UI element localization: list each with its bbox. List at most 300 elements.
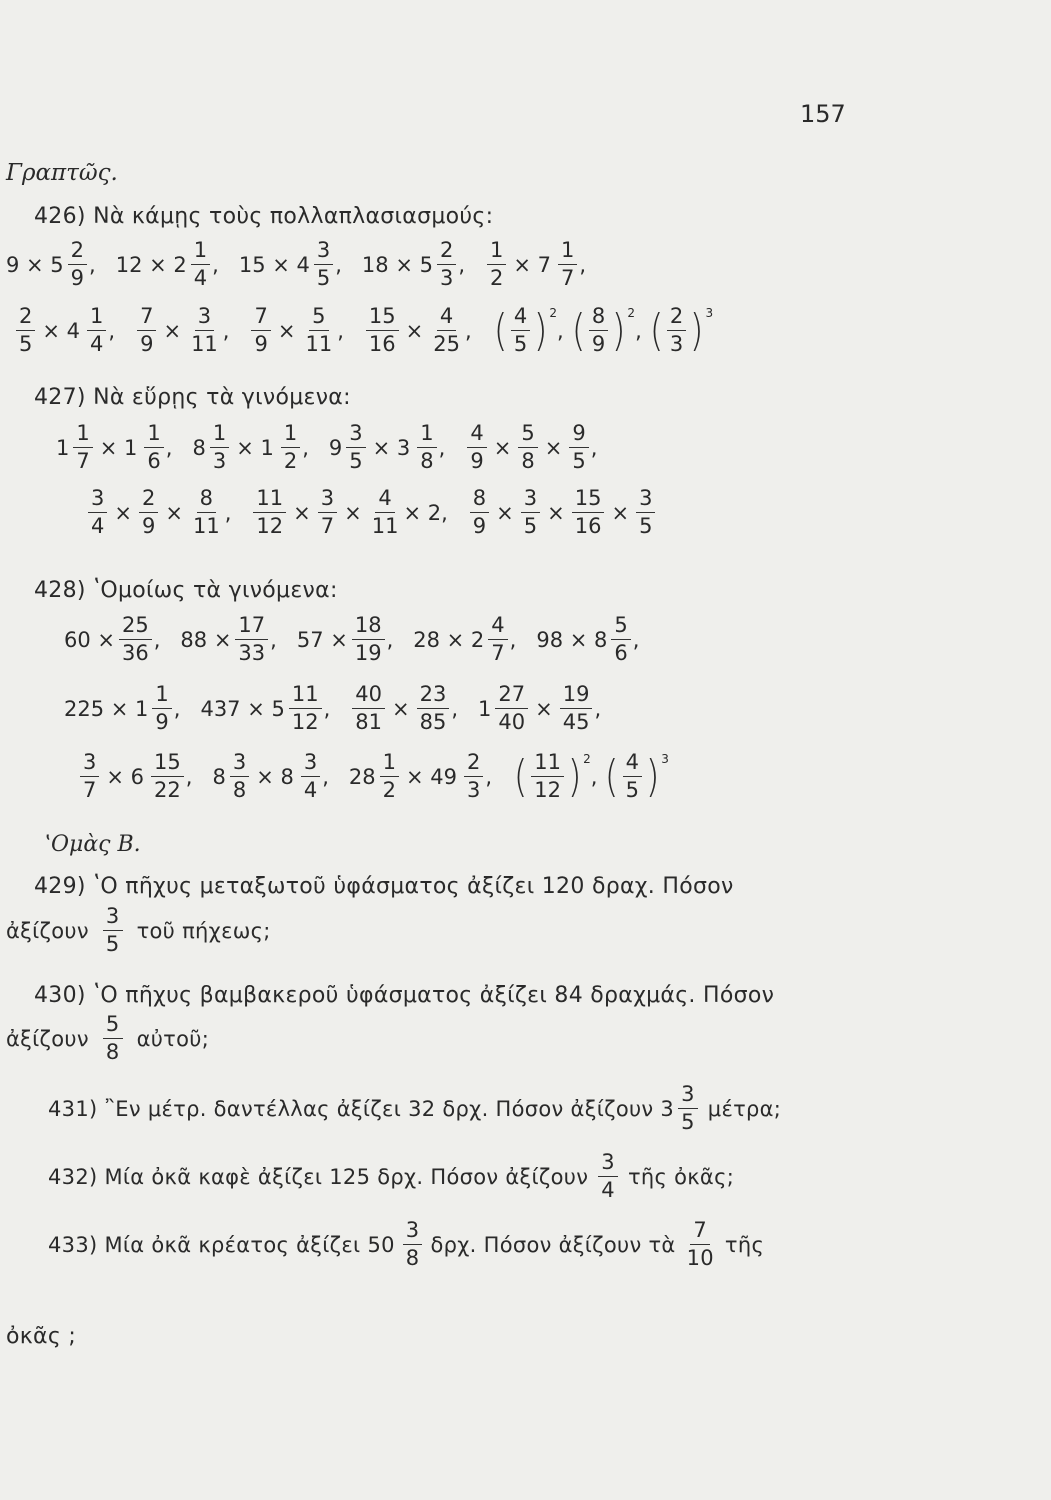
- numerator: 8: [470, 488, 489, 513]
- fraction: [598, 1152, 618, 1201]
- fraction: [251, 306, 270, 355]
- denominator: 3: [467, 778, 481, 802]
- denominator: 5: [625, 778, 640, 802]
- separator: ,: [590, 435, 598, 460]
- fraction: [430, 306, 463, 355]
- denominator: 5: [572, 449, 586, 473]
- denominator: 45: [562, 710, 590, 734]
- denominator: 9: [140, 332, 154, 356]
- fraction: [352, 684, 385, 733]
- separator: ,: [635, 318, 642, 343]
- exercise-432-post: τῆς ὀκᾶς;: [627, 1164, 735, 1189]
- exercise-433-post: τῆς: [724, 1232, 765, 1257]
- operator: ×: [611, 500, 630, 525]
- fraction: [531, 752, 564, 801]
- numerator: 3: [318, 488, 337, 513]
- fraction: [151, 752, 184, 801]
- separator: ,: [322, 764, 329, 789]
- separator: ,: [594, 696, 602, 721]
- numerator: 15: [366, 306, 399, 331]
- exercise-428-row-3: [78, 752, 675, 801]
- math-expression: [362, 240, 465, 289]
- operator: ×: [496, 500, 514, 525]
- fraction: [68, 240, 87, 289]
- whole-part: 225 × 1: [64, 696, 149, 721]
- numerator: 1: [380, 752, 399, 777]
- numerator: 5: [309, 306, 328, 331]
- numerator: 4: [488, 615, 507, 640]
- operator: ×: [293, 500, 311, 525]
- numerator: 27: [495, 684, 528, 709]
- fraction: [87, 306, 106, 355]
- numerator: 18: [352, 615, 385, 640]
- exponent: 2: [549, 305, 558, 320]
- numerator: 7: [251, 306, 270, 331]
- denominator: 8: [420, 449, 434, 473]
- math-expression: [349, 752, 492, 801]
- exercise-427-title: 427) Νὰ εὕρῃς τὰ γινόμενα:: [34, 385, 351, 410]
- fraction: [73, 423, 92, 472]
- math-expression: [64, 684, 180, 733]
- denominator: 16: [574, 514, 602, 538]
- fraction: [281, 423, 300, 472]
- operator: ×: [163, 318, 182, 343]
- denominator: 25: [433, 332, 460, 356]
- numerator: 3: [678, 1084, 698, 1109]
- math-expression: [249, 306, 343, 355]
- math-expression: [485, 240, 586, 289]
- fraction: [119, 615, 152, 664]
- fraction: [210, 423, 229, 472]
- right-parenthesis: ): [645, 750, 660, 802]
- operator: × 49: [406, 764, 457, 789]
- page-number: 157: [800, 100, 846, 128]
- operator: × 6: [106, 764, 145, 789]
- fraction: [611, 615, 630, 664]
- math-expression: [180, 615, 276, 664]
- numerator: 1: [210, 423, 229, 448]
- numerator: 1: [144, 423, 163, 448]
- numerator: 3: [103, 906, 123, 931]
- numerator: 3: [346, 423, 365, 448]
- exercise-426-title: 426) Νὰ κάμῃς τοὺς πολλαπλασιασμούς:: [34, 204, 494, 229]
- left-parenthesis: (: [571, 304, 586, 356]
- denominator: 6: [614, 641, 628, 665]
- fraction: [684, 1220, 717, 1269]
- math-expression: [364, 306, 472, 355]
- fraction: [636, 488, 655, 537]
- exercise-426-row-2-powers: [492, 306, 719, 355]
- numerator: 1: [73, 423, 92, 448]
- numerator: 8: [197, 488, 216, 513]
- left-parenthesis: (: [513, 750, 528, 802]
- numerator: 2: [464, 752, 483, 777]
- numerator: 3: [314, 240, 333, 265]
- fraction: [518, 423, 537, 472]
- exercise-428-row-3-powers: [512, 752, 675, 801]
- separator: ,: [579, 252, 587, 277]
- separator: ,: [89, 252, 96, 277]
- exercise-433-mid: δρχ. Πόσον ἀξίζουν τὰ: [430, 1232, 676, 1257]
- whole-part: 9 × 5: [6, 252, 64, 277]
- separator: ,: [222, 318, 230, 343]
- math-expression: [251, 488, 447, 537]
- fraction: [560, 684, 593, 733]
- numerator: 4: [467, 423, 486, 448]
- denominator: 5: [639, 514, 653, 538]
- numerator: 40: [352, 684, 385, 709]
- power-expression: [648, 306, 713, 355]
- fraction: [678, 1084, 698, 1133]
- math-expression: [64, 615, 160, 664]
- denominator: 2: [490, 266, 504, 290]
- denominator: 5: [19, 332, 33, 356]
- whole-part: 98 × 8: [536, 627, 608, 652]
- fraction: [488, 615, 507, 664]
- denominator: 9: [155, 710, 169, 734]
- denominator: 3: [439, 266, 454, 290]
- numerator: 1: [281, 423, 300, 448]
- numerator: 2: [667, 306, 686, 331]
- denominator: 81: [355, 710, 382, 734]
- separator: ,: [590, 764, 598, 789]
- denominator: 11: [192, 514, 220, 538]
- separator: ,: [185, 764, 193, 789]
- exercise-429-post: τοῦ πήχεως;: [136, 918, 271, 943]
- operator: ×: [535, 696, 553, 721]
- exercise-428-row-1: [64, 615, 659, 664]
- denominator: 11: [371, 514, 399, 538]
- math-expression: [536, 615, 639, 664]
- exercise-430-post: αὐτοῦ;: [136, 1026, 210, 1051]
- math-expression: [329, 423, 445, 472]
- fraction: [235, 615, 268, 664]
- math-expression: [86, 488, 231, 537]
- numerator: 3: [521, 488, 540, 513]
- math-expression: [14, 306, 115, 355]
- fraction: [230, 752, 249, 801]
- numerator: 5: [611, 615, 630, 640]
- exercise-431-post: μέτρα;: [707, 1096, 782, 1121]
- exercise-432: [48, 1152, 734, 1201]
- whole-part: 60 ×: [64, 627, 115, 652]
- exponent: 3: [661, 751, 669, 766]
- fraction: [467, 423, 486, 472]
- numerator: 1: [87, 306, 106, 331]
- denominator: 4: [601, 1178, 615, 1202]
- numerator: 3: [230, 752, 249, 777]
- fraction: [88, 488, 107, 537]
- denominator: 36: [122, 641, 149, 665]
- denominator: 12: [291, 710, 319, 734]
- denominator: 9: [472, 514, 487, 538]
- denominator: 10: [686, 1246, 714, 1270]
- fraction: [667, 306, 686, 355]
- power-expression: [570, 306, 642, 355]
- separator: ,: [212, 252, 219, 277]
- numerator: 3: [195, 306, 214, 331]
- math-expression: [468, 488, 658, 537]
- exercise-433: [48, 1220, 764, 1269]
- exercise-428-title: 428) ʽΟμοίως τὰ γινόμενα:: [34, 578, 338, 603]
- fraction: [346, 423, 365, 472]
- operator: ×: [544, 435, 563, 460]
- fraction: [572, 488, 605, 537]
- denominator: 8: [405, 1246, 420, 1270]
- fraction: [470, 488, 489, 537]
- whole-part: 12 × 2: [115, 252, 187, 277]
- exercise-427-row-2: [86, 488, 677, 537]
- math-expression: [200, 684, 330, 733]
- denominator: 5: [349, 449, 363, 473]
- denominator: 9: [141, 514, 156, 538]
- whole-part: 88 ×: [180, 627, 232, 652]
- separator: ,: [108, 318, 116, 343]
- exercise-429-line-1: 429) ʽΟ πῆχυς μεταξωτοῦ ὑφάσματος ἀξίζει 120 δραχ. Πόσον: [34, 874, 734, 899]
- separator: ,: [632, 627, 640, 652]
- denominator: 16: [368, 332, 396, 356]
- math-expression: [6, 240, 96, 289]
- fraction: [191, 240, 210, 289]
- exercise-430-line-2: [6, 1014, 209, 1063]
- denominator: 8: [105, 1040, 120, 1064]
- fraction: [301, 752, 320, 801]
- fraction: [289, 684, 322, 733]
- numerator: 3: [636, 488, 655, 513]
- numerator: 3: [80, 752, 99, 777]
- denominator: 7: [76, 449, 90, 473]
- right-parenthesis: ): [567, 750, 582, 802]
- fraction: [152, 684, 171, 733]
- denominator: 6: [147, 449, 161, 473]
- separator: ,: [458, 252, 466, 277]
- separator: ,: [557, 318, 564, 343]
- fraction: [16, 306, 35, 355]
- math-expression: [116, 240, 219, 289]
- section-heading: Γραπτῶς.: [6, 160, 118, 186]
- operator: ×: [114, 500, 132, 525]
- denominator: 5: [105, 932, 120, 956]
- fraction: [188, 306, 221, 355]
- numerator: 3: [88, 488, 107, 513]
- left-parenthesis: (: [605, 750, 619, 802]
- math-expression: [478, 684, 601, 733]
- fraction: [103, 1014, 123, 1063]
- fraction: [417, 423, 436, 472]
- numerator: 25: [119, 615, 152, 640]
- exponent: 3: [705, 305, 714, 320]
- fraction: [369, 488, 402, 537]
- numerator: 3: [301, 752, 320, 777]
- fraction: [558, 240, 577, 289]
- denominator: 7: [83, 778, 97, 802]
- fraction: [437, 240, 456, 289]
- fraction: [403, 1220, 423, 1269]
- denominator: 12: [256, 514, 284, 538]
- exercise-432-pre: 432) Μία ὀκᾶ καφὲ ἀξίζει 125 δρχ. Πόσον ἀξίζουν: [48, 1164, 589, 1189]
- fraction: [318, 488, 337, 537]
- numerator: 11: [289, 684, 322, 709]
- operator: ×: [392, 696, 410, 721]
- denominator: 9: [70, 266, 85, 290]
- math-expression: [192, 423, 308, 472]
- denominator: 40: [498, 710, 526, 734]
- exercise-426-row-1: [6, 240, 606, 289]
- exercise-430-pre: ἀξίζουν: [6, 1026, 89, 1051]
- separator: ,: [270, 627, 277, 652]
- whole-part: 15 × 4: [238, 252, 310, 277]
- numerator: 3: [598, 1152, 618, 1177]
- denominator: 12: [534, 778, 561, 802]
- exercise-426-row-2: [14, 306, 719, 355]
- denominator: 2: [382, 778, 396, 802]
- numerator: 4: [437, 306, 456, 331]
- fraction: [352, 615, 385, 664]
- whole-part: 28 × 2: [413, 627, 485, 652]
- operator: ×: [547, 500, 565, 525]
- math-expression: [413, 615, 516, 664]
- denominator: 8: [232, 778, 247, 802]
- numerator: 5: [103, 1014, 123, 1039]
- operator: ×: [493, 435, 512, 460]
- right-parenthesis: ): [690, 304, 704, 356]
- separator: ,: [302, 435, 309, 460]
- whole-part: 28: [348, 764, 376, 789]
- numerator: 23: [417, 684, 450, 709]
- separator: ,: [438, 435, 446, 460]
- denominator: 7: [320, 514, 335, 538]
- separator: ,: [386, 627, 394, 652]
- denominator: 11: [305, 332, 333, 356]
- exponent: 2: [627, 305, 636, 320]
- numerator: 1: [417, 423, 436, 448]
- fraction: [366, 306, 399, 355]
- numerator: 1: [152, 684, 171, 709]
- whole-part: 18 × 5: [361, 252, 433, 277]
- denominator: 33: [238, 641, 266, 665]
- denominator: 3: [212, 449, 227, 473]
- numerator: 11: [253, 488, 286, 513]
- operator: × 1: [99, 435, 138, 460]
- right-parenthesis: ): [611, 304, 626, 356]
- numerator: 1: [191, 240, 210, 265]
- right-parenthesis: ): [533, 304, 548, 356]
- fraction: [511, 306, 530, 355]
- numerator: 2: [68, 240, 87, 265]
- denominator: 85: [419, 710, 447, 734]
- math-expression: [350, 684, 458, 733]
- numerator: 15: [572, 488, 605, 513]
- numerator: 8: [589, 306, 608, 331]
- operator: ×: [277, 318, 296, 343]
- fraction: [495, 684, 528, 733]
- operator: ×: [405, 318, 424, 343]
- separator: ,: [464, 318, 472, 343]
- math-expression: [465, 423, 597, 472]
- whole-part: 57 ×: [296, 627, 348, 652]
- math-expression: [239, 240, 342, 289]
- exercise-428-row-2: [64, 684, 621, 733]
- fraction: [314, 240, 333, 289]
- denominator: 9: [591, 332, 606, 356]
- numerator: 1: [558, 240, 577, 265]
- math-expression: [78, 752, 192, 801]
- denominator: 11: [191, 332, 218, 356]
- denominator: 3: [669, 332, 684, 356]
- denominator: 19: [354, 641, 382, 665]
- whole-part: 8: [212, 764, 226, 789]
- separator: ,: [323, 696, 331, 721]
- power-expression: [512, 752, 597, 801]
- left-parenthesis: (: [493, 304, 508, 356]
- exercise-431: [48, 1084, 781, 1133]
- separator: ,: [485, 764, 493, 789]
- denominator: 9: [470, 449, 484, 473]
- denominator: 5: [523, 514, 538, 538]
- separator: ,: [509, 627, 517, 652]
- denominator: 5: [513, 332, 528, 356]
- separator: ,: [335, 252, 342, 277]
- whole-part: 8: [192, 435, 206, 460]
- fraction: [521, 488, 540, 537]
- separator: ,: [224, 500, 232, 525]
- separator: ,: [165, 435, 173, 460]
- operator: × 3: [372, 435, 411, 460]
- denominator: 5: [681, 1110, 695, 1134]
- numerator: 2: [16, 306, 35, 331]
- numerator: 4: [375, 488, 394, 513]
- exercise-428-row-3-products: [78, 752, 512, 801]
- numerator: 4: [511, 306, 530, 331]
- math-expression: [135, 306, 229, 355]
- fraction: [302, 306, 335, 355]
- whole-part: 1: [56, 435, 70, 460]
- numerator: 17: [235, 615, 268, 640]
- numerator: 4: [623, 752, 642, 777]
- operator: × 1: [236, 435, 274, 460]
- group-b-heading: ʽΟμὰς Β.: [44, 832, 141, 857]
- fraction: [144, 423, 163, 472]
- numerator: 1: [487, 240, 506, 265]
- denominator: 2: [283, 449, 298, 473]
- exercise-427-row-1: [56, 423, 617, 472]
- denominator: 4: [193, 266, 208, 290]
- exercise-429-pre: ἀξίζουν: [6, 918, 89, 943]
- exercise-433-last-line: ὀκᾶς ;: [6, 1324, 77, 1349]
- numerator: 2: [437, 240, 456, 265]
- numerator: 11: [531, 752, 564, 777]
- numerator: 7: [137, 306, 156, 331]
- fraction: [103, 906, 123, 955]
- denominator: 9: [254, 332, 268, 356]
- numerator: 7: [690, 1220, 710, 1245]
- numerator: 5: [518, 423, 537, 448]
- fraction: [487, 240, 506, 289]
- fraction: [139, 488, 158, 537]
- operator: × 7: [513, 252, 552, 277]
- operator: × 4: [42, 318, 81, 343]
- fraction: [417, 684, 450, 733]
- denominator: 5: [316, 266, 331, 290]
- left-parenthesis: (: [649, 304, 664, 356]
- separator: ,: [173, 696, 181, 721]
- fraction: [569, 423, 588, 472]
- numerator: 3: [403, 1220, 423, 1245]
- exercise-430-line-1: 430) ʽΟ πῆχυς βαμβακεροῦ ὑφάσματος ἀξίζει 84 δραχμάς. Πόσον: [34, 983, 775, 1008]
- power-expression: [603, 752, 668, 801]
- whole-part: 9: [328, 435, 343, 460]
- exercise-431-pre: 431) ῍Εν μέτρ. δαντέλλας ἀξίζει 32 δρχ. Πόσον ἀξίζουν 3: [48, 1096, 675, 1121]
